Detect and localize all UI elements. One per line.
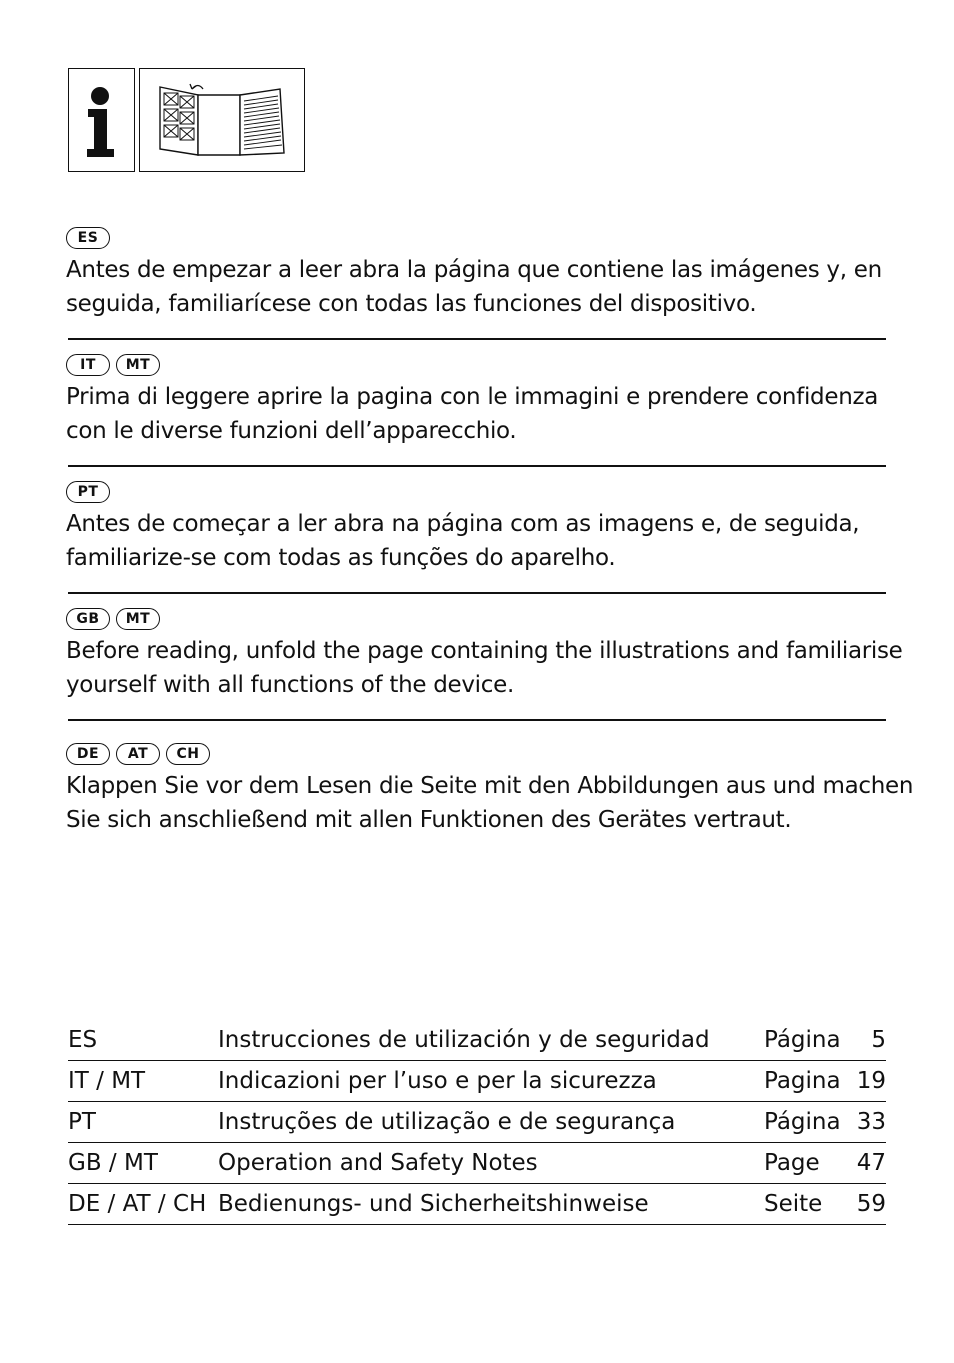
language-badges <box>66 741 886 767</box>
lang-badge-pt: PT <box>66 481 110 503</box>
table-of-contents <box>68 1020 886 1225</box>
toc-title: Operation and Safety Notes <box>218 1150 538 1176</box>
section-divider <box>68 719 886 721</box>
text-line: familiarize-se com todas as funções do aparelho. <box>66 545 616 571</box>
text-line: Antes de empezar a leer abra la página que contiene las imágenes y, en <box>66 257 882 283</box>
toc-row[interactable] <box>68 1184 886 1225</box>
section-es <box>66 225 886 321</box>
instruction-text <box>66 253 886 321</box>
section-gb-mt <box>66 606 903 702</box>
text-line: seguida, familiarícese con todas las funciones del dispositivo. <box>66 291 757 317</box>
lang-badge-mt: MT <box>116 354 160 376</box>
toc-page-label: Page <box>764 1150 820 1176</box>
lang-badge-mt: MT <box>116 608 160 630</box>
lang-badge-it: IT <box>66 354 110 376</box>
section-it-mt <box>66 352 886 448</box>
lang-badge-de: DE <box>66 743 110 765</box>
instruction-text <box>66 634 903 702</box>
instruction-text <box>66 769 914 837</box>
section-divider <box>68 592 886 594</box>
toc-language-code: GB / MT <box>68 1150 158 1176</box>
info-icon <box>68 68 135 172</box>
lang-badge-es: ES <box>66 227 110 249</box>
text-line: Before reading, unfold the page containing the illustrations and familiarise <box>66 638 903 664</box>
toc-page-label: Página <box>764 1109 841 1135</box>
text-line: con le diverse funzioni dell’apparecchio. <box>66 418 517 444</box>
toc-row[interactable] <box>68 1102 886 1143</box>
language-badges <box>66 225 886 251</box>
section-divider <box>68 465 886 467</box>
text-line: Klappen Sie vor dem Lesen die Seite mit den Abbildungen aus und machen <box>66 773 914 799</box>
toc-language-code: DE / AT / CH <box>68 1191 207 1217</box>
unfold-page-icon <box>139 68 305 172</box>
toc-language-code: ES <box>68 1027 98 1053</box>
language-badges <box>66 479 886 505</box>
fold-illustration <box>140 69 303 170</box>
toc-row[interactable] <box>68 1020 886 1061</box>
text-line: Antes de começar a ler abra na página com as imagens e, de seguida, <box>66 511 860 537</box>
toc-page-label: Página <box>764 1027 841 1053</box>
text-line: Sie sich anschließend mit allen Funktionen des Gerätes vertraut. <box>66 807 792 833</box>
toc-title: Instruções de utilização e de segurança <box>218 1109 676 1135</box>
toc-page-number: 19 <box>856 1068 886 1094</box>
toc-page-label: Seite <box>764 1191 823 1217</box>
toc-row[interactable] <box>68 1061 886 1102</box>
section-divider <box>68 338 886 340</box>
section-de-at-ch <box>66 741 914 837</box>
text-line: Prima di leggere aprire la pagina con le immagini e prendere confidenza <box>66 384 879 410</box>
toc-page-number: 47 <box>856 1150 886 1176</box>
toc-title: Indicazioni per l’uso e per la sicurezza <box>218 1068 657 1094</box>
toc-page-number: 59 <box>856 1191 886 1217</box>
lang-badge-gb: GB <box>66 608 110 630</box>
toc-page-number: 5 <box>871 1027 886 1053</box>
toc-page-label: Pagina <box>764 1068 841 1094</box>
language-badges <box>66 352 886 378</box>
toc-language-code: IT / MT <box>68 1068 146 1094</box>
section-pt <box>66 479 886 575</box>
instruction-text <box>66 380 886 448</box>
toc-title: Bedienungs- und Sicherheitshinweise <box>218 1191 649 1217</box>
text-line: yourself with all functions of the device. <box>66 672 514 698</box>
info-i-glyph <box>69 69 133 170</box>
instruction-text <box>66 507 886 575</box>
toc-title: Instrucciones de utilización y de seguridad <box>218 1027 710 1053</box>
language-badges <box>66 606 886 632</box>
lang-badge-ch: CH <box>166 743 210 765</box>
toc-row[interactable] <box>68 1143 886 1184</box>
lang-badge-at: AT <box>116 743 160 765</box>
toc-language-code: PT <box>68 1109 96 1135</box>
toc-page-number: 33 <box>856 1109 886 1135</box>
